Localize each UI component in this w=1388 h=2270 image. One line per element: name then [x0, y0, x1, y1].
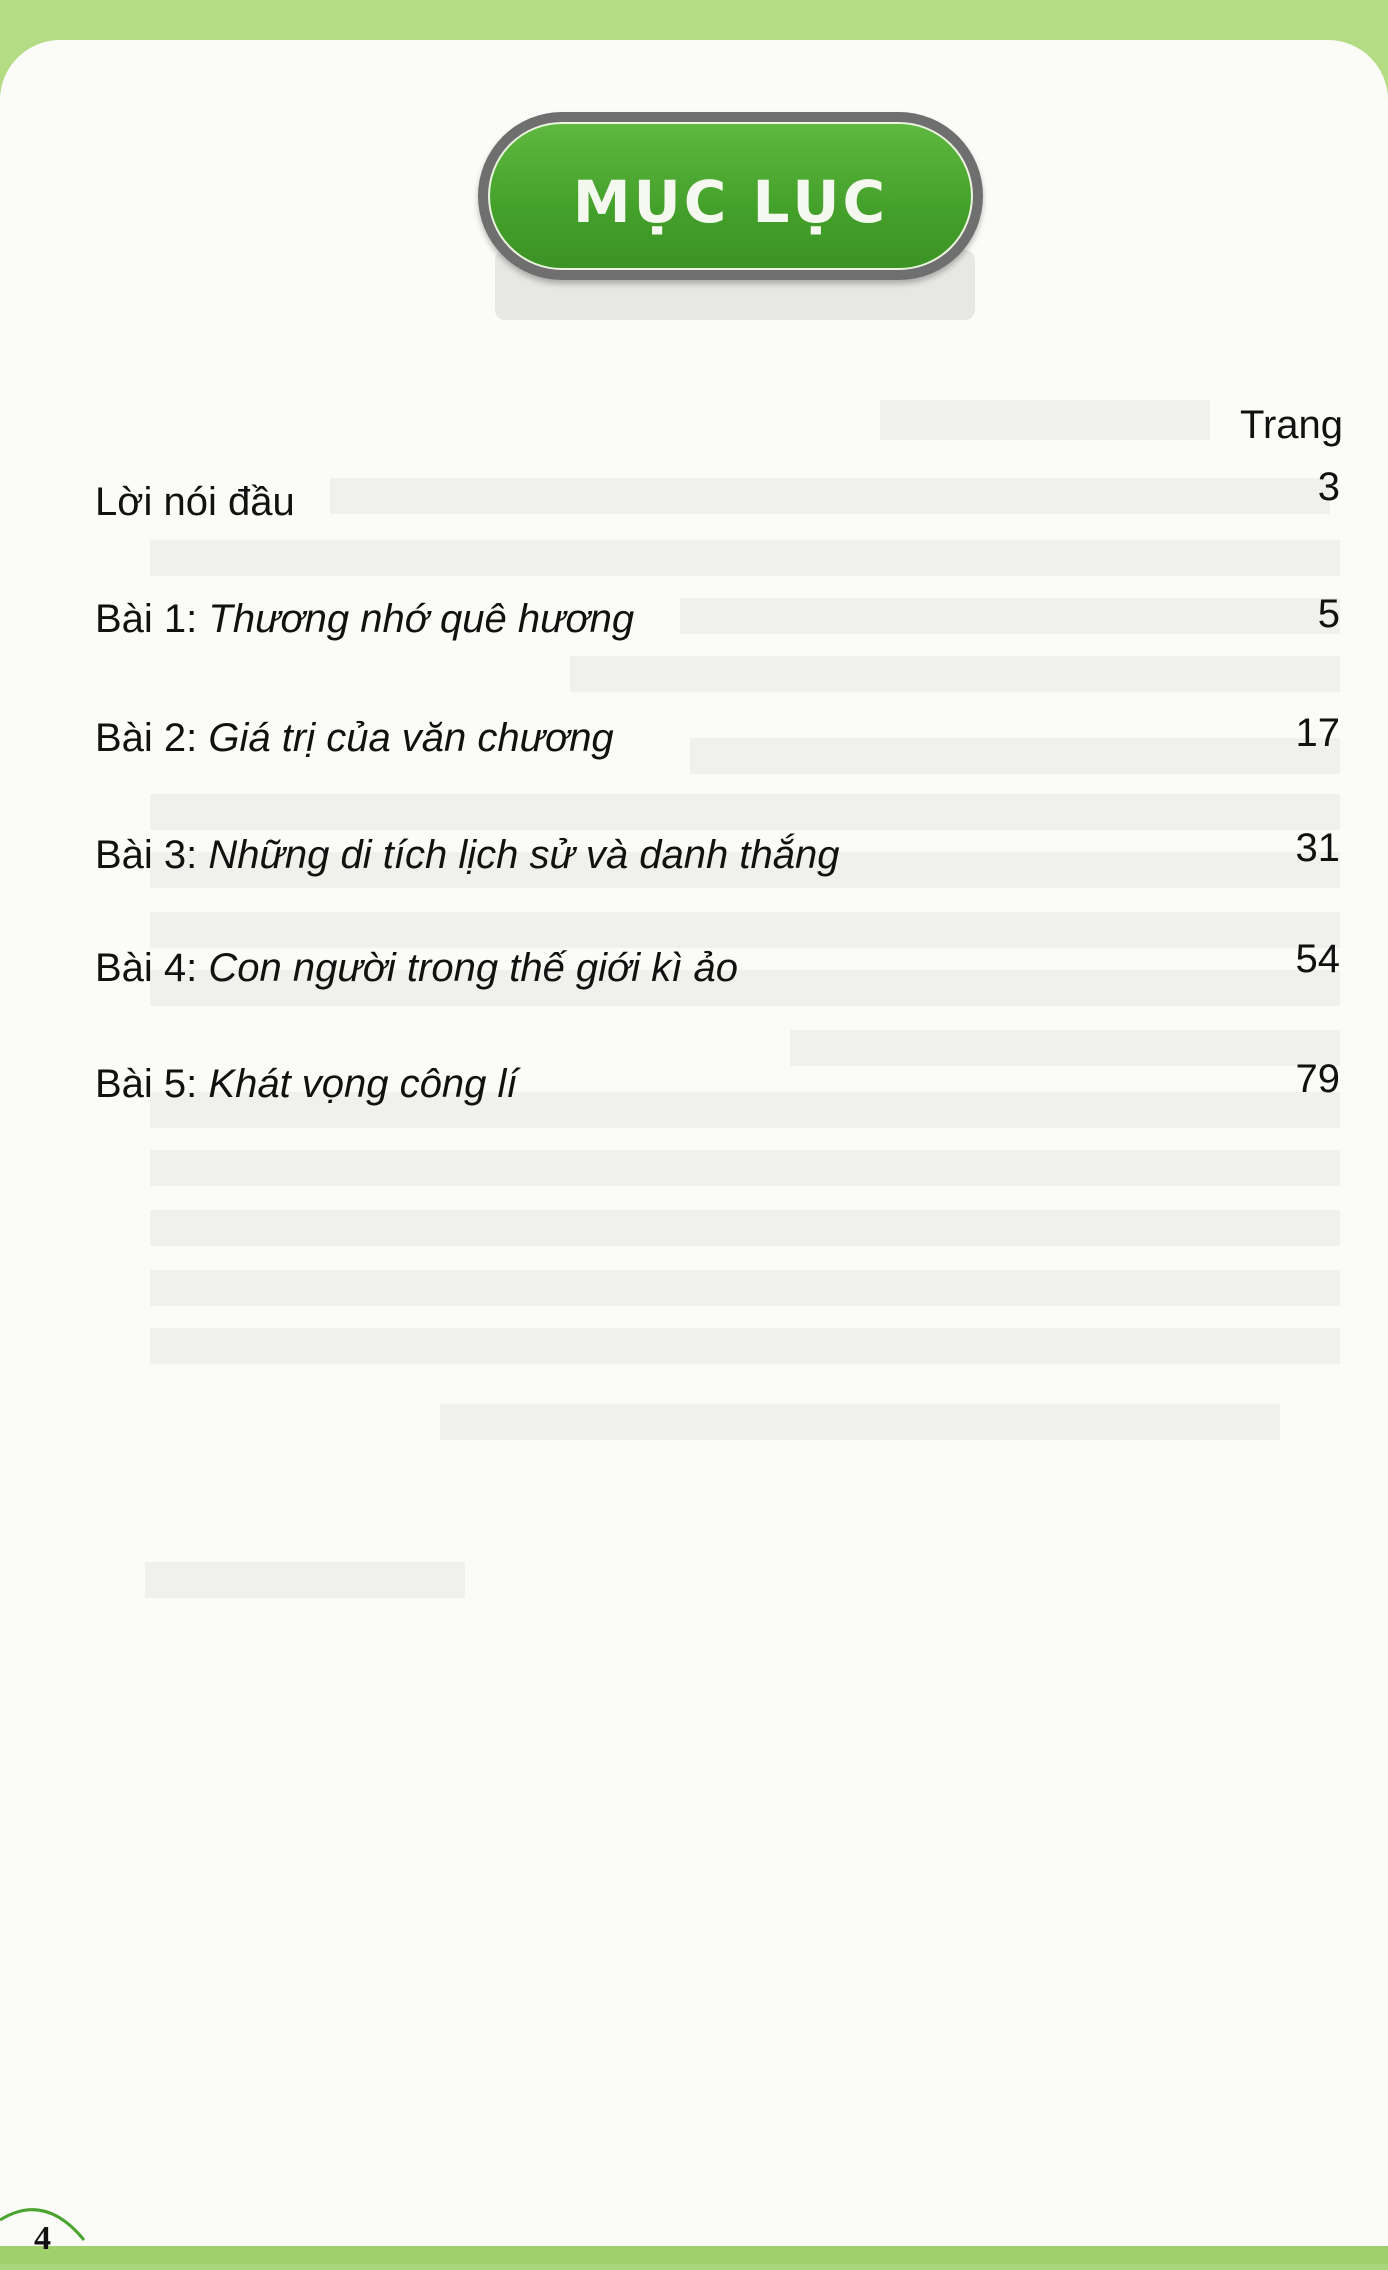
page-heading: MỤC LỤC [572, 168, 889, 236]
toc-entry-title: Những di tích lịch sử và danh thắng [208, 833, 840, 877]
toc-entry-number: Bài 4: [95, 946, 209, 990]
toc-entry-label[interactable] [95, 833, 839, 878]
toc-entry-label[interactable] [95, 480, 295, 525]
toc-entry-page: 54 [1295, 937, 1340, 981]
toc-entry-title: Khát vọng công lí [208, 1062, 518, 1106]
toc-entry-title: Giá trị của văn chương [208, 716, 614, 760]
toc-entry-label[interactable] [95, 716, 614, 761]
toc-entry-page: 79 [1295, 1057, 1340, 1101]
heading-badge-inner [488, 122, 973, 270]
toc-entry-page: 3 [1317, 465, 1340, 509]
toc-entry-title: Thương nhớ quê hương [208, 597, 635, 641]
toc-entry-number: Bài 2: [95, 716, 209, 760]
toc-entry-label[interactable] [95, 597, 634, 642]
toc-entry-number: Lời nói đầu [95, 480, 295, 524]
page-number: 4 [34, 2220, 51, 2257]
toc-entry-number: Bài 5: [95, 1062, 209, 1106]
heading-badge [478, 112, 983, 280]
toc-entry-page: 17 [1295, 711, 1340, 755]
page-paper [0, 40, 1388, 2246]
toc-entry-label[interactable] [95, 1062, 518, 1107]
page-column-header: Trang [1240, 403, 1344, 447]
bottom-border-strip [0, 2246, 1388, 2264]
toc-entry-title: Con người trong thế giới kì ảo [208, 946, 738, 990]
toc-entry-page: 5 [1317, 592, 1340, 636]
toc-entry-page: 31 [1295, 826, 1340, 870]
toc-entry-number: Bài 3: [95, 833, 209, 877]
toc-entry-number: Bài 1: [95, 597, 209, 641]
toc-entry-label[interactable] [95, 946, 738, 991]
